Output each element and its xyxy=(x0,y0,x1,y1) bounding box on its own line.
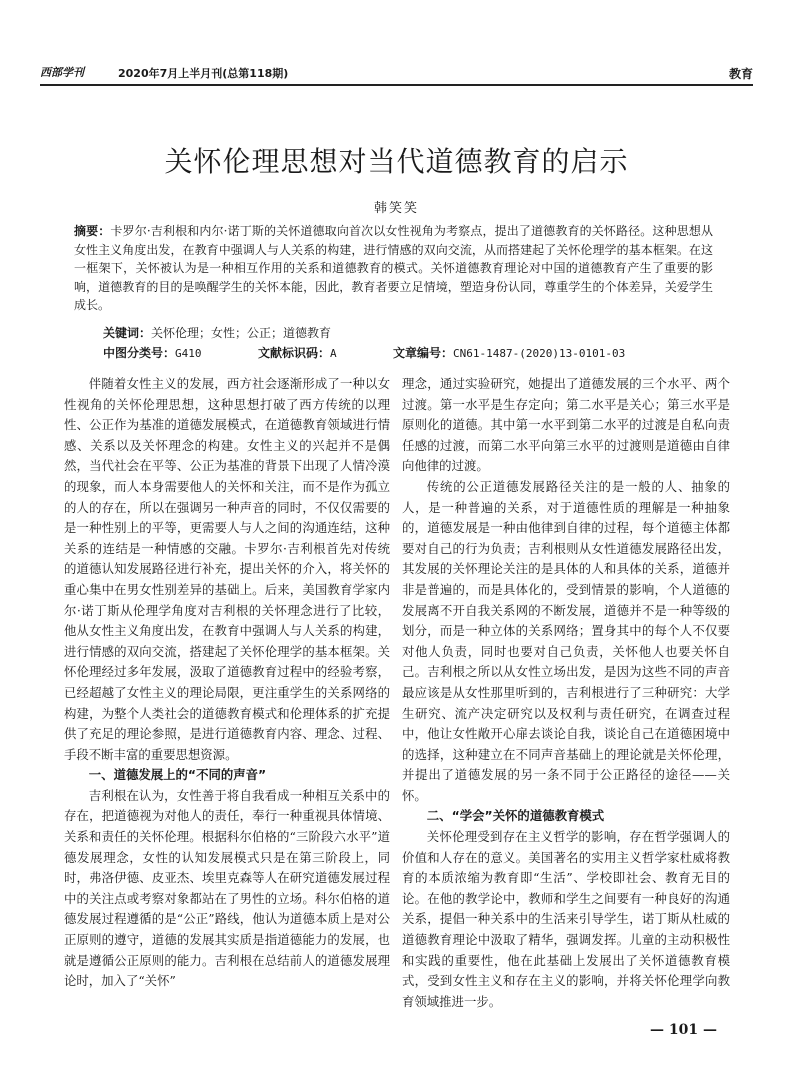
doc-code-label: 文献标识码： xyxy=(258,346,331,360)
body-paragraph: 关怀伦理受到存在主义哲学的影响，存在哲学强调人的价值和人存在的意义。美国著名的实用主义哲学家杜威将教育的本质浓缩为教育即“生活”、学校即社会、教育无目的论。在他的教学论中，教师和学生之间要有一种良好的沟通关系，提倡一种关系中的生活来引导学生，诺丁斯从杜威的道德教育理论中汲取了精华，强调发挥。儿童的主动积极性和实践的重要性，他在此基础上发展出了关怀道德教育模式，受到女性主义和存在主义的影响，并将关怀伦理学向教育领域推进一步。 xyxy=(402,829,730,1009)
body-paragraph: 吉利根在认为，女性善于将自我看成一种相互关系中的存在，把道德视为对他人的责任，奉行一种重视具体情境、关系和责任的关怀伦理。根据科尔伯格的“三阶段六水平”道德发展理念，女性的认知发展模式只是在第三阶段上，同时，弗洛伊德、皮亚杰、埃里克森等人在研究道德发展过程中的关注点或考察对象都站在了男性的立场。科尔伯格的道德发展过程遵循的是“公正”路线，他认为道德本质上是对公正原则的遵守，道德的发展其实质是指道德能力的发展，也就是遵循公正原则的能力。吉利根在总结前人的道德发展理论时，加入了“关怀” xyxy=(64,787,390,989)
section-heading-2: 二、“学会”关怀的道德教育模式 xyxy=(426,808,605,824)
section-heading-1: 一、道德发展上的“不同的声音” xyxy=(88,767,267,783)
keywords-label: 关键词： xyxy=(103,326,152,340)
article-title: 关怀伦理思想对当代道德教育的启示 xyxy=(164,145,629,178)
journal-name: 西部学刊 xyxy=(40,66,84,79)
keywords xyxy=(103,324,331,342)
issue-info: 2020年7月上半月刊(总第118期) xyxy=(118,67,289,80)
left-column xyxy=(64,374,390,992)
article-number-value: CN61-1487-(2020)13-0101-03 xyxy=(453,347,626,360)
body-paragraph: 传统的公正道德发展路径关注的是一般的人、抽象的人，是一种普遍的关系，对于道德性质的理解是一种抽象的，道德发展是一种由他律到自律的过程，每个道德主体都要对自己的行为负责；吉利根则从女性道德发展路径出发，其发展的关怀理论关注的是具体的人和具体的关系，道德并非是普遍的，而是具体化的，受到情景的影响，个人道德的发展离不开自我关系网的不断发展，道德并不是一种等级的划分，而是一种立体的关系网络；置身其中的每个人不仅要对他人负责，同时也要对自己负责，关怀他人也要关怀自己。吉利根之所以从女性立场出发，是因为这些不同的声音最应该是从女性那里听到的，吉利根进行了三种研究：大学生研究、流产决定研究以及权利与责任研究，在调查过程中，他让女性敞开心扉去谈论自我，谈论自己在道德困境中的选择，这种建立在不同声音基础上的理论就是关怀伦理，并提出了道德发展的另一条不同于公正路径的途径——关怀。 xyxy=(402,478,730,803)
abstract-label: 摘要： xyxy=(74,224,111,238)
running-header xyxy=(40,62,753,86)
abstract xyxy=(74,222,713,315)
abstract-text: 卡罗尔·吉利根和内尔·诺丁斯的关怀道德取向首次以女性视角为考察点，提出了道德教育的关怀路径。这种思想从女性主义角度出发，在教育中强调人与人关系的构建，进行情感的双向交流，从而搭建起了关怀伦理学的基本框架。在这一框架下，关怀被认为是一种相互作用的关系和道德教育的模式。关怀道德教育理论对中国的道德教育产生了重要的影响，道德教育的目的是唤醒学生的关怀本能，因此，教育者要立足情境，塑造身份认同，尊重学生的个体差异，关爱学生成长。 xyxy=(74,224,713,312)
article-number-label: 文章编号： xyxy=(393,346,454,360)
right-column xyxy=(402,374,730,1012)
section-name: 教育 xyxy=(728,67,753,81)
author-name: 韩笑笑 xyxy=(373,201,419,216)
clc-value: G410 xyxy=(175,347,202,360)
body-paragraph: 理念，通过实验研究，她提出了道德发展的三个水平、两个过渡。第一水平是生存定向；第二水平是关心；第三水平是原则化的道德。其中第一水平到第二水平的过渡是自私向责任感的过渡，而第二水平向第三水平的过渡则是道德由自律向他律的过渡。 xyxy=(402,376,730,474)
clc-label: 中图分类号： xyxy=(103,346,176,360)
doc-code-value: A xyxy=(330,347,337,360)
body-paragraph: 伴随着女性主义的发展，西方社会逐渐形成了一种以女性视角的关怀伦理思想，这种思想打破了西方传统的以理性、公正作为基准的道德发展模式，在道德教育领域进行情感、关系以及关怀理念的构建。女性主义的兴起并不是偶然，当代社会在平等、公正为基准的背景下出现了人情冷漠的现象，而人本身需要他人的关怀和关注，而不是作为孤立的人的存在，所以在强调另一种声音的同时，不仅仅需要的是一种性别上的平等，更需要人与人之间的沟通连结，这种关系的连结是一种情感的交融。卡罗尔·吉利根首先对传统的道德认知发展路径进行补充，提出关怀的介入，将关怀的重心集中在男女性别差异的基础上。后来，美国教育学家内尔·诺丁斯从伦理学角度对吉利根的关怀理念进行了比较，他从女性主义角度出发，在教育中强调人与人关系的构建，进行情感的双向交流，搭建起了关怀伦理学的基本框架。关怀伦理经过多年发展，汲取了道德教育过程中的经验考察，已经超越了女性主义的理论局限，更注重学生的关系网络的构建，为整个人类社会的道德教育模式和伦理体系的扩充提供了充足的理论参照，是进行道德教育内容、理念、过程、手段不断丰富的重要思想资源。 xyxy=(64,376,390,762)
page-number: — 101 — xyxy=(650,1022,717,1038)
keywords-text: 关怀伦理；女性；公正；道德教育 xyxy=(151,326,332,340)
